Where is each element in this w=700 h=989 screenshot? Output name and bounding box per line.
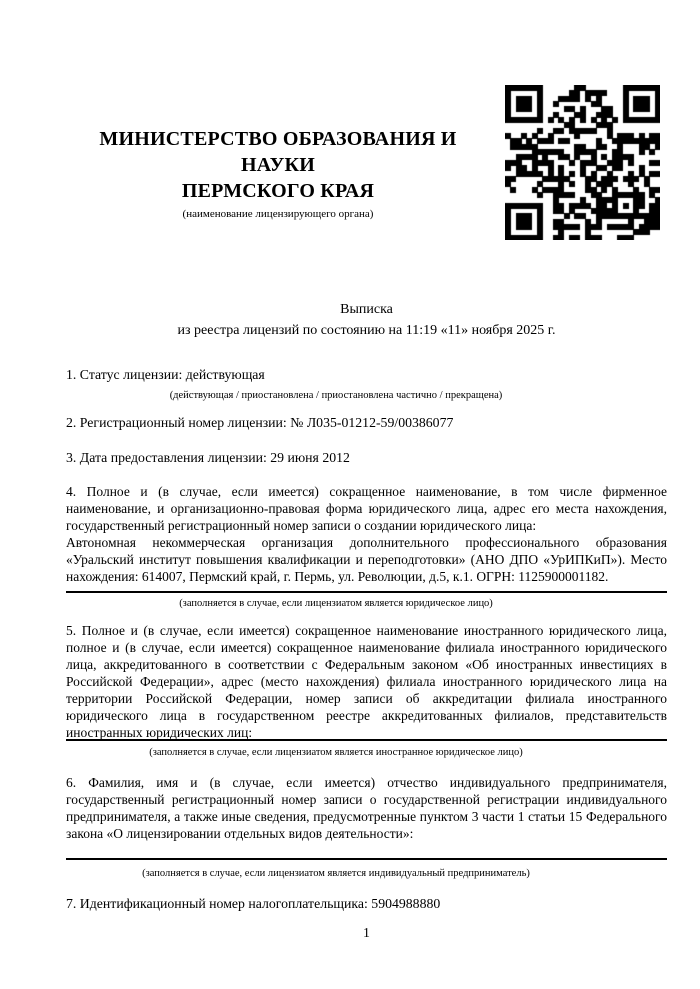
entrepreneur-field-caption: (заполняется в случае, если лицензиатом является индивидуальный предприниматель) — [142, 868, 530, 879]
legal-entity-value: Автономная некоммерческая организация дополнительного профессионального образования «Уральский институт повышения квалификации и переподготовки» (АНО ДПО «УрИПКиП»). Место нахождения: 614007, Пермский край, г. Пермь, ул. Революции, д.5, к.1. ОГРН: 1125900001182. — [66, 535, 667, 584]
page-number: 1 — [363, 925, 370, 940]
registration-number-line: 2. Регистрационный номер лицензии: № Л035-01212-59/00386077 — [66, 415, 454, 430]
entrepreneur-label: 6. Фамилия, имя и (в случае, если имеется) отчество индивидуального предпринимателя, государственный регистрационный номер записи о государственной регистрации индивидуального предпринимателя, а также иные сведения, предусмотренные пунктом 3 части 1 статьи 15 Федерального закона «О лицензировании отдельных видов деятельности»: — [66, 775, 667, 841]
document-subtitle: из реестра лицензий по состоянию на 11:19 «11» ноября 2025 г. — [177, 323, 556, 338]
ministry-name-line1: МИНИСТЕРСТВО ОБРАЗОВАНИЯ И НАУКИ — [99, 128, 457, 176]
ministry-name-line2: ПЕРМСКОГО КРАЯ — [181, 180, 375, 202]
licensing-authority-caption: (наименование лицензирующего органа) — [182, 208, 374, 220]
document-title: Выписка — [340, 302, 393, 317]
legal-entity-label: 4. Полное и (в случае, если имеется) сокращенное наименование, в том числе фирменное наименование, и организационно-правовая форма юридического лица, адрес его места нахождения, государственный регистрационный номер записи о создании юридического лица: — [66, 484, 667, 533]
taxpayer-number-line: 7. Идентификационный номер налогоплательщика: 5904988880 — [66, 896, 441, 911]
license-status-line: 1. Статус лицензии: действующая — [66, 367, 265, 382]
foreign-entity-label: 5. Полное и (в случае, если имеется) сокращенное наименование иностранного юридического лица, полное и (в случае, если имеется) сокращенное наименование филиала иностранного юридического лица, аккредитованного в соответствии с Федеральным законом «Об иностранных инвестициях в Российской Федерации», адрес (место нахождения) филиала иностранного юридического лица на территории Российской Федерации, номер записи об аккредитации филиала иностранного юридического лица в государственном реестре аккредитованных филиалов, представительств иностранных юридических лиц: — [66, 623, 667, 740]
legal-entity-section — [66, 483, 667, 585]
legal-entity-field-caption: (заполняется в случае, если лицензиатом является юридическое лицо) — [179, 598, 493, 609]
licensing-authority-header — [66, 126, 490, 221]
license-grant-date-line: 3. Дата предоставления лицензии: 29 июня 2012 — [66, 450, 350, 465]
entrepreneur-field-line — [66, 858, 667, 860]
qr-code — [505, 85, 660, 240]
foreign-entity-field-caption: (заполняется в случае, если лицензиатом является иностранное юридическое лицо) — [149, 747, 523, 758]
legal-entity-field-line — [66, 591, 667, 593]
document-title-block — [66, 299, 667, 341]
license-status-caption: (действующая / приостановлена / приостановлена частично / прекращена) — [169, 390, 503, 401]
foreign-entity-field-line — [66, 739, 667, 741]
